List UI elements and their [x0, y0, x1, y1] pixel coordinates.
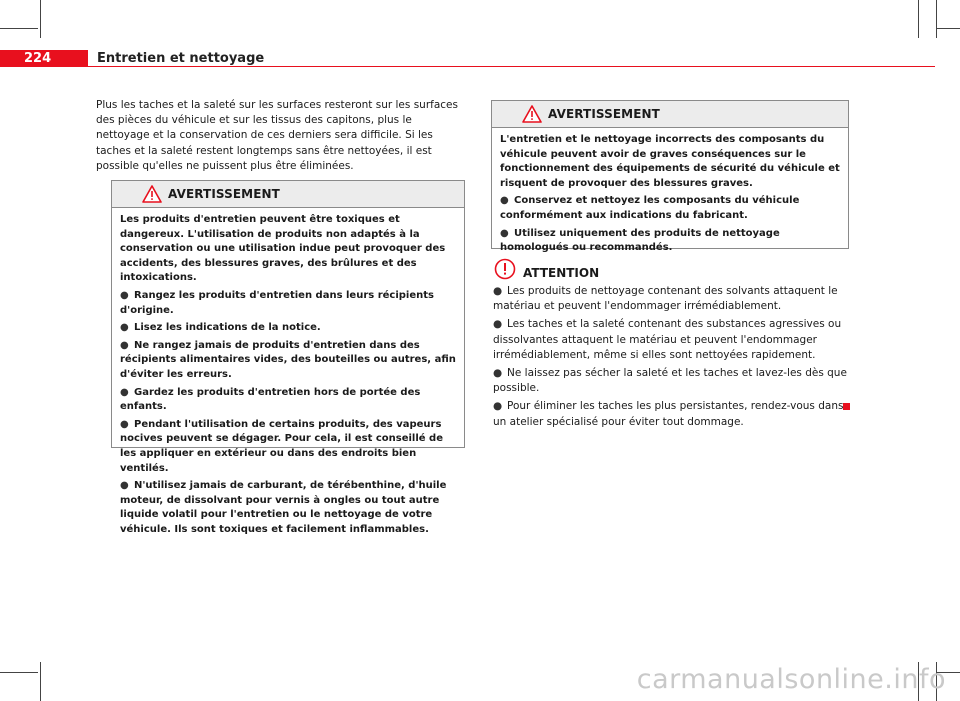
crop-mark [40, 0, 41, 38]
warning-lead: L'entretien et le nettoyage incorrects des composants du véhicule peuvent avoir de graves conséquences sur le fonctionnement des équipements de sécurité du véhicule et risquent de provoquer des blessures graves. [500, 134, 840, 189]
warning-header [112, 181, 464, 208]
caution-exclamation-icon [494, 258, 516, 280]
warning-item: ● Utilisez uniquement des produits de nettoyage homologués ou recommandés. [500, 227, 780, 254]
crop-mark [40, 662, 41, 701]
warning-item: ● Pendant l'utilisation de certains produits, des vapeurs nocives peuvent se dégager. Pour cela, il est conseillé de les appliquer en extérieur ou dans des endroits bien ventilés. [120, 418, 443, 474]
warning-lead: Les produits d'entretien peuvent être toxiques et dangereux. L'utilisation de produits non adaptés à la conservation ou une utilisation indue peut provoquer des accidents, des blessures graves, des brûlures et des intoxications. [120, 214, 446, 284]
watermark-text: carmanualsonline.info [636, 664, 946, 695]
warning-header [492, 101, 848, 128]
bullet-icon: ● [493, 400, 503, 413]
bullet-icon: ● [493, 367, 503, 380]
crop-mark [936, 28, 960, 29]
section-end-marker [843, 403, 850, 410]
bullet-icon: ● [493, 285, 503, 297]
caution-body [493, 284, 848, 433]
warning-item: ● Lisez les indications de la notice. [120, 321, 456, 336]
crop-mark [0, 28, 38, 29]
warning-item: ● Gardez les produits d'entretien hors de portée des enfants. [120, 386, 421, 413]
caution-item: ● Les taches et la saleté contenant des substances agressives ou dissolvantes attaquent le matériau et peuvent l'endommager irrémédiablement, même si elles sont nettoyées rapidement. [493, 318, 842, 361]
bullet-icon: ● [500, 195, 509, 207]
warning-box-right [491, 100, 849, 254]
caution-item: ● Ne laissez pas sécher la saleté et les taches et lavez-les dès que possible. [493, 367, 847, 395]
caution-header [494, 258, 599, 280]
warning-triangle-icon [522, 105, 542, 123]
bullet-icon: ● [120, 418, 129, 430]
warning-title: AVERTISSEMENT [548, 107, 660, 121]
warning-box-left [111, 180, 465, 535]
warning-item: ● N'utilisez jamais de carburant, de térébenthine, d'huile moteur, de dissolvant pour vernis à ongles ou tout autre liquide volatil pour l'entretien ou le nettoyage de votre véhicule. Ils sont toxiques et facilement inflammables. [120, 480, 447, 535]
bullet-icon: ● [120, 339, 129, 351]
intro-text: Plus les taches et la saleté sur les surfaces resteront sur les surfaces des pièces du véhicule et sur les tissus des capitons, plus le nettoyage et la conservation de ces derniers sera difficile. Si les taches et la saleté restent longtemps sans être nettoyées, il est possible qu'elles ne puissent plus être éliminées. [96, 99, 458, 172]
caution-item: ● Les produits de nettoyage contenant des solvants attaquent le matériau et peuvent l'endommager irrémédiablement. [493, 285, 838, 313]
page-title: Entretien et nettoyage [97, 51, 265, 66]
intro-paragraph [96, 98, 464, 174]
warning-body [112, 208, 464, 544]
bullet-icon: ● [500, 227, 509, 239]
caution-title: ATTENTION [523, 266, 600, 280]
crop-mark [0, 672, 38, 673]
page-number: 224 [24, 51, 52, 66]
warning-triangle-icon [142, 185, 162, 203]
warning-body [492, 128, 848, 263]
bullet-icon: ● [120, 322, 129, 334]
crop-mark [936, 0, 937, 38]
bullet-icon: ● [120, 386, 129, 398]
bullet-icon: ● [493, 318, 503, 331]
warning-item: ● Rangez les produits d'entretien dans leurs récipients d'origine. [120, 289, 434, 316]
bullet-icon: ● [120, 289, 129, 301]
header-rule [88, 66, 935, 67]
warning-item: ● Conservez et nettoyez les composants du véhicule conformément aux indications du fabricant. [500, 195, 800, 221]
bullet-icon: ● [120, 480, 129, 492]
crop-mark [918, 0, 919, 38]
warning-title: AVERTISSEMENT [168, 187, 280, 201]
caution-item: ● Pour éliminer les taches les plus persistantes, rendez-vous dans un atelier spécialisé pour éviter tout dommage. [493, 400, 844, 428]
warning-item: ● Ne rangez jamais de produits d'entretien dans des récipients alimentaires vides, des bouteilles ou autres, afin d'éviter les erreurs. [120, 339, 456, 380]
